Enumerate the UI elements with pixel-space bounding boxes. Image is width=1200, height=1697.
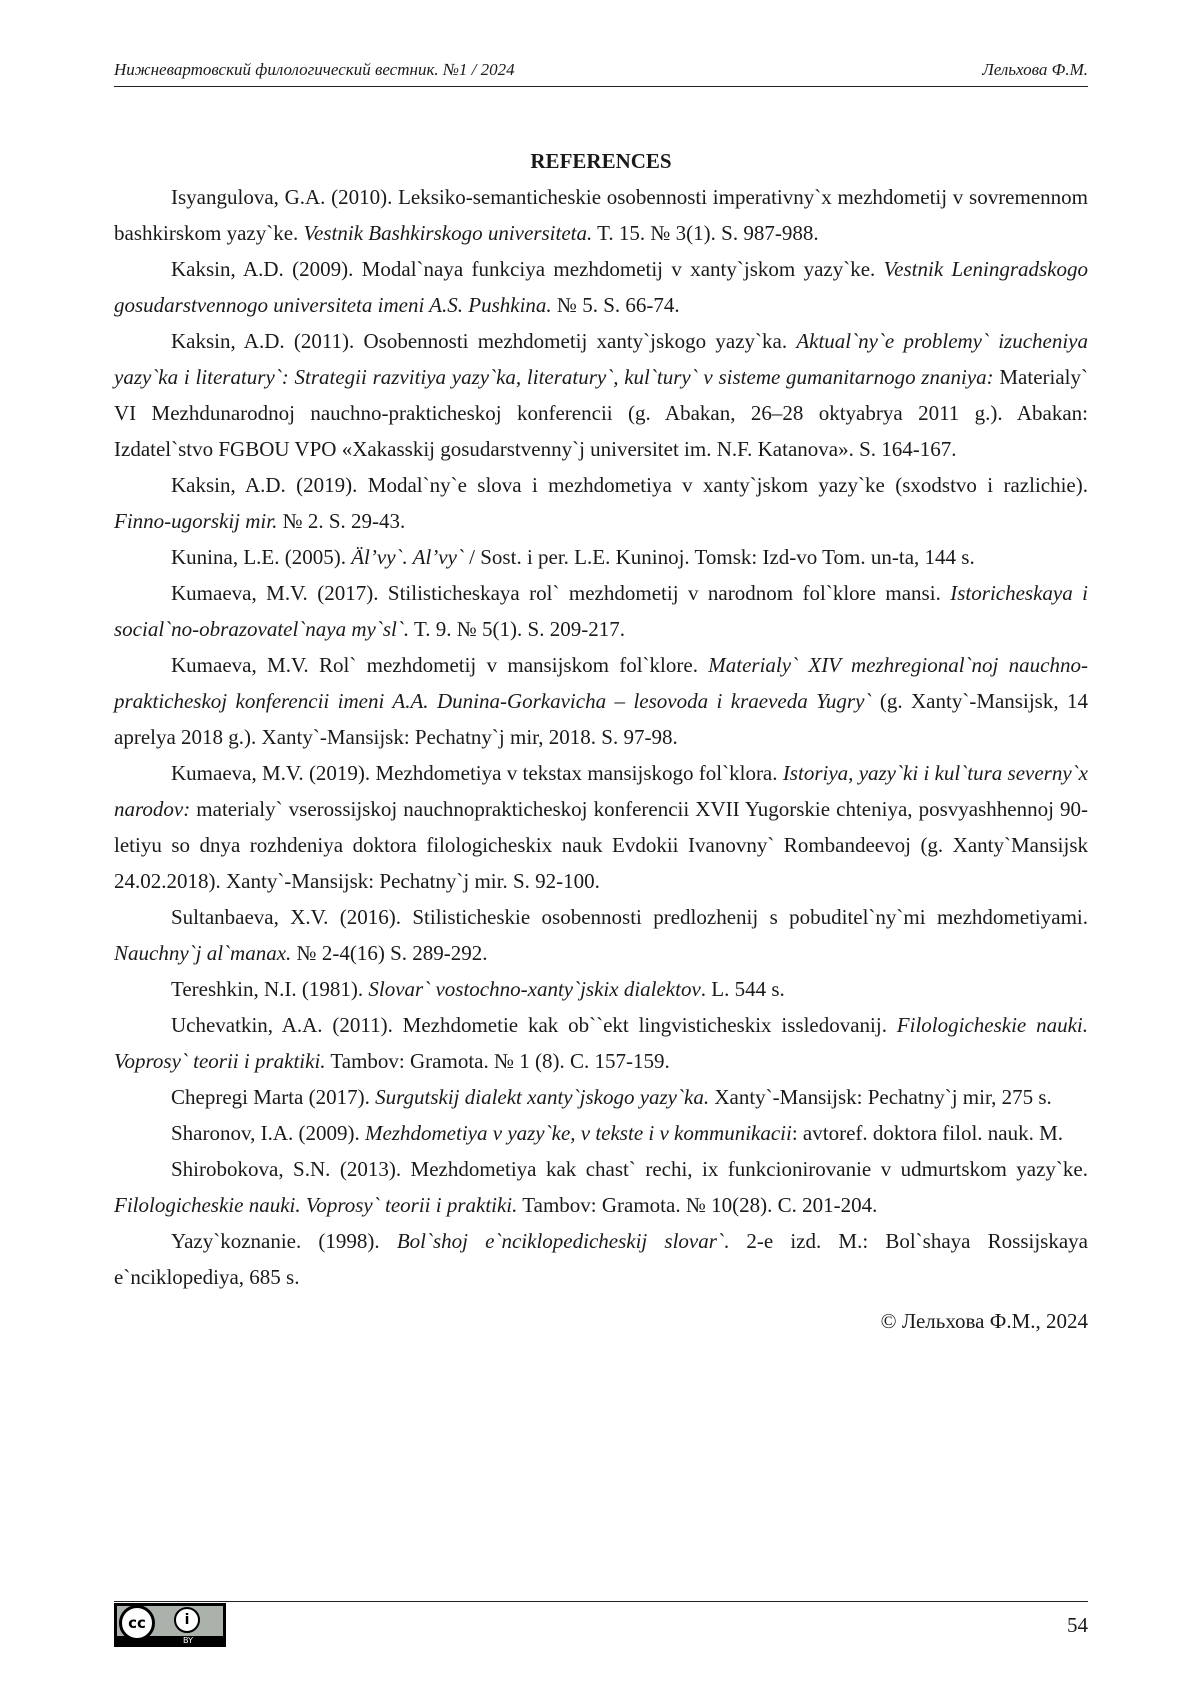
reference-entry — [114, 971, 1088, 1007]
header-author: Лельхова Ф.М. — [982, 60, 1088, 79]
ref-text: Isyangulova, G.A. (2010). Leksiko-semanticheskie osobennosti imperativny`x mezhdometij v sovremennom bashkirskom yazy`ke. — [114, 185, 1088, 245]
ref-text: Kaksin, A.D. (2019). Modal`ny`e slova i mezhdometiya v xanty`jskom yazy`ke (sxodstvo i razlichie). — [171, 473, 1088, 497]
journal-title: Нижневартовский филологический вестник. №1 / 2024 — [114, 60, 515, 79]
reference-entry — [114, 1007, 1088, 1079]
ref-text: Tereshkin, N.I. (1981). — [171, 977, 369, 1001]
ref-text: Sharonov, I.A. (2009). — [171, 1121, 366, 1145]
ref-text: . L. 544 s. — [700, 977, 785, 1001]
copyright-notice: © Лельхова Ф.М., 2024 — [880, 1309, 1088, 1333]
reference-entry — [114, 179, 1088, 251]
ref-text: Sultanbaeva, X.V. (2016). Stilisticheskie osobennosti predlozhenij s pobuditel`ny`mi mezhdometiyami. — [171, 905, 1088, 929]
ref-text: № 5. S. 66-74. — [551, 293, 680, 317]
ref-source-title: Filologicheskie nauki. Voprosy` teorii i praktiki. — [114, 1013, 1088, 1073]
ref-source-title: Slovar` vostochno-xanty`jskix dialektov — [368, 977, 701, 1001]
ref-text: Shirobokova, S.N. (2013). Mezhdometiya kak chast` rechi, ix funkcionirovanie v udmurtskom yazy`ke. — [171, 1157, 1088, 1181]
ref-source-title: Mezhdometiya v yazy`ke, v tekste i v kommunikacii — [365, 1121, 792, 1145]
ref-text: Kumaeva, M.V. (2017). Stilisticheskaya rol` mezhdometij v narodnom fol`klore mansi. — [171, 581, 951, 605]
cc-by-icon[interactable] — [114, 1603, 226, 1647]
reference-entry — [114, 899, 1088, 971]
reference-entry — [114, 467, 1088, 539]
ref-text: Kunina, L.E. (2005). — [171, 545, 352, 569]
references-section — [114, 143, 1088, 1339]
ref-source-title: Aktual`ny`e problemy` izucheniya yazy`ka i literatury`: Strategii razvitiya yazy`ka, literatury`, kul`tury` v sisteme gumanitarnogo znaniya: — [114, 329, 1088, 389]
ref-text: Kaksin, A.D. (2011). Osobennosti mezhdometij xanty`jskogo yazy`ka. — [171, 329, 797, 353]
reference-entry — [114, 1115, 1088, 1151]
ref-text: № 2. S. 29-43. — [277, 509, 406, 533]
reference-entry — [114, 1151, 1088, 1223]
ref-text: (g. Xanty`-Mansijsk, 14 aprelya 2018 g.). Xanty`-Mansijsk: Pechatny`j mir, 2018. S. 97-98. — [114, 689, 1088, 749]
footer-divider — [114, 1601, 1088, 1602]
ref-text: . 2-e izd. M.: Bol`shaya Rossijskaya e`nciklopediya, 685 s. — [114, 1229, 1088, 1289]
ref-text: Materialy` VI Mezhdunarodnoj nauchno-prakticheskoj konferencii (g. Abakan, 26–28 oktyabrya 2011 g.). Abakan: Izdatel`stvo FGBOU VPO «Xakasskij gosudarstvenny`j universitet im. N.F. Katanova». S. 164-167. — [114, 365, 1089, 461]
ref-source-title: Bol`shoj e`nciklopedicheskij slovar` — [396, 1229, 724, 1253]
ref-source-title: Nauchny`j al`manax. — [114, 941, 292, 965]
ref-source-title: Finno-ugorskij mir. — [114, 509, 278, 533]
cc-logo-icon: cc — [119, 1605, 155, 1641]
ref-source-title: Surgutskij dialekt xanty`jskogo yazy`ka. — [375, 1085, 710, 1109]
ref-text: № 2-4(16) S. 289-292. — [291, 941, 488, 965]
ref-source-title: Istoriya, yazy`ki i kul`tura severny`x narodov: — [114, 761, 1088, 821]
ref-text: Uchevatkin, A.A. (2011). Mezhdometie kak ob``ekt lingvisticheskix issledovanij. — [171, 1013, 897, 1037]
ref-text: Tambov: Gramota. № 10(28). C. 201-204. — [517, 1193, 878, 1217]
reference-entry — [114, 539, 1088, 575]
reference-entry — [114, 755, 1088, 899]
ref-source-title: Vestnik Bashkirskogo universiteta. — [303, 221, 593, 245]
ref-text: T. 9. № 5(1). S. 209-217. — [409, 617, 625, 641]
ref-text: Yazy`koznanie. (1998). — [171, 1229, 397, 1253]
ref-text: Kumaeva, M.V. (2019). Mezhdometiya v tekstax mansijskogo fol`klora. — [171, 761, 783, 785]
reference-entry — [114, 575, 1088, 647]
attribution-person-icon: i — [174, 1607, 200, 1633]
ref-text: T. 15. № 3(1). S. 987-988. — [592, 221, 819, 245]
ref-source-title: Vestnik Leningradskogo gosudarstvennogo universiteta imeni A.S. Pushkina. — [114, 257, 1088, 317]
ref-source-title: Filologicheskie nauki. Voprosy` teorii i praktiki. — [114, 1193, 518, 1217]
ref-text: Kumaeva, M.V. Rol` mezhdometij v mansijskom fol`klore. — [171, 653, 709, 677]
ref-source-title: Istoricheskaya i social`no-obrazovatel`naya my`sl`. — [114, 581, 1088, 641]
reference-entry — [114, 1079, 1088, 1115]
reference-entry — [114, 323, 1088, 467]
ref-text: Chepregi Marta (2017). — [171, 1085, 376, 1109]
reference-entry — [114, 647, 1088, 755]
ref-text: Xanty`-Mansijsk: Pechatny`j mir, 275 s. — [709, 1085, 1052, 1109]
ref-text: Kaksin, A.D. (2009). Modal`naya funkciya mezhdometij v xanty`jskom yazy`ke. — [171, 257, 884, 281]
section-title: REFERENCES — [530, 149, 672, 173]
ref-text: materialy` vserossijskoj nauchnoprakticheskoj konferencii XVII Yugorskie chteniya, posvyashhennoj 90-letiyu so dnya rozhdeniya doktora filologicheskix nauk Evdokii Ivanovny` Rombandeevoj (g. Xanty`Mansijsk 24.02.2018). Xanty`-Mansijsk: Pechatny`j mir. S. 92-100. — [114, 797, 1088, 893]
reference-entry — [114, 251, 1088, 323]
ref-text: : avtoref. doktora filol. nauk. M. — [791, 1121, 1064, 1145]
ref-text: / Sost. i per. L.E. Kuninoj. Tomsk: Izd-vo Tom. un-ta, 144 s. — [463, 545, 975, 569]
reference-entry — [114, 1223, 1088, 1295]
page-number: 54 — [1067, 1613, 1088, 1637]
ref-source-title: Materialy` XIV mezhregional`noj nauchno-prakticheskoj konferencii imeni A.A. Dunina-Gorkavicha – lesovoda i kraeveda Yugry` — [114, 653, 1088, 713]
by-label: BY — [183, 1636, 193, 1645]
ref-source-title: Äl’vy`. Al’vy` — [351, 545, 464, 569]
ref-text: Tambov: Gramota. № 1 (8). C. 157-159. — [325, 1049, 670, 1073]
running-header — [114, 60, 1088, 87]
